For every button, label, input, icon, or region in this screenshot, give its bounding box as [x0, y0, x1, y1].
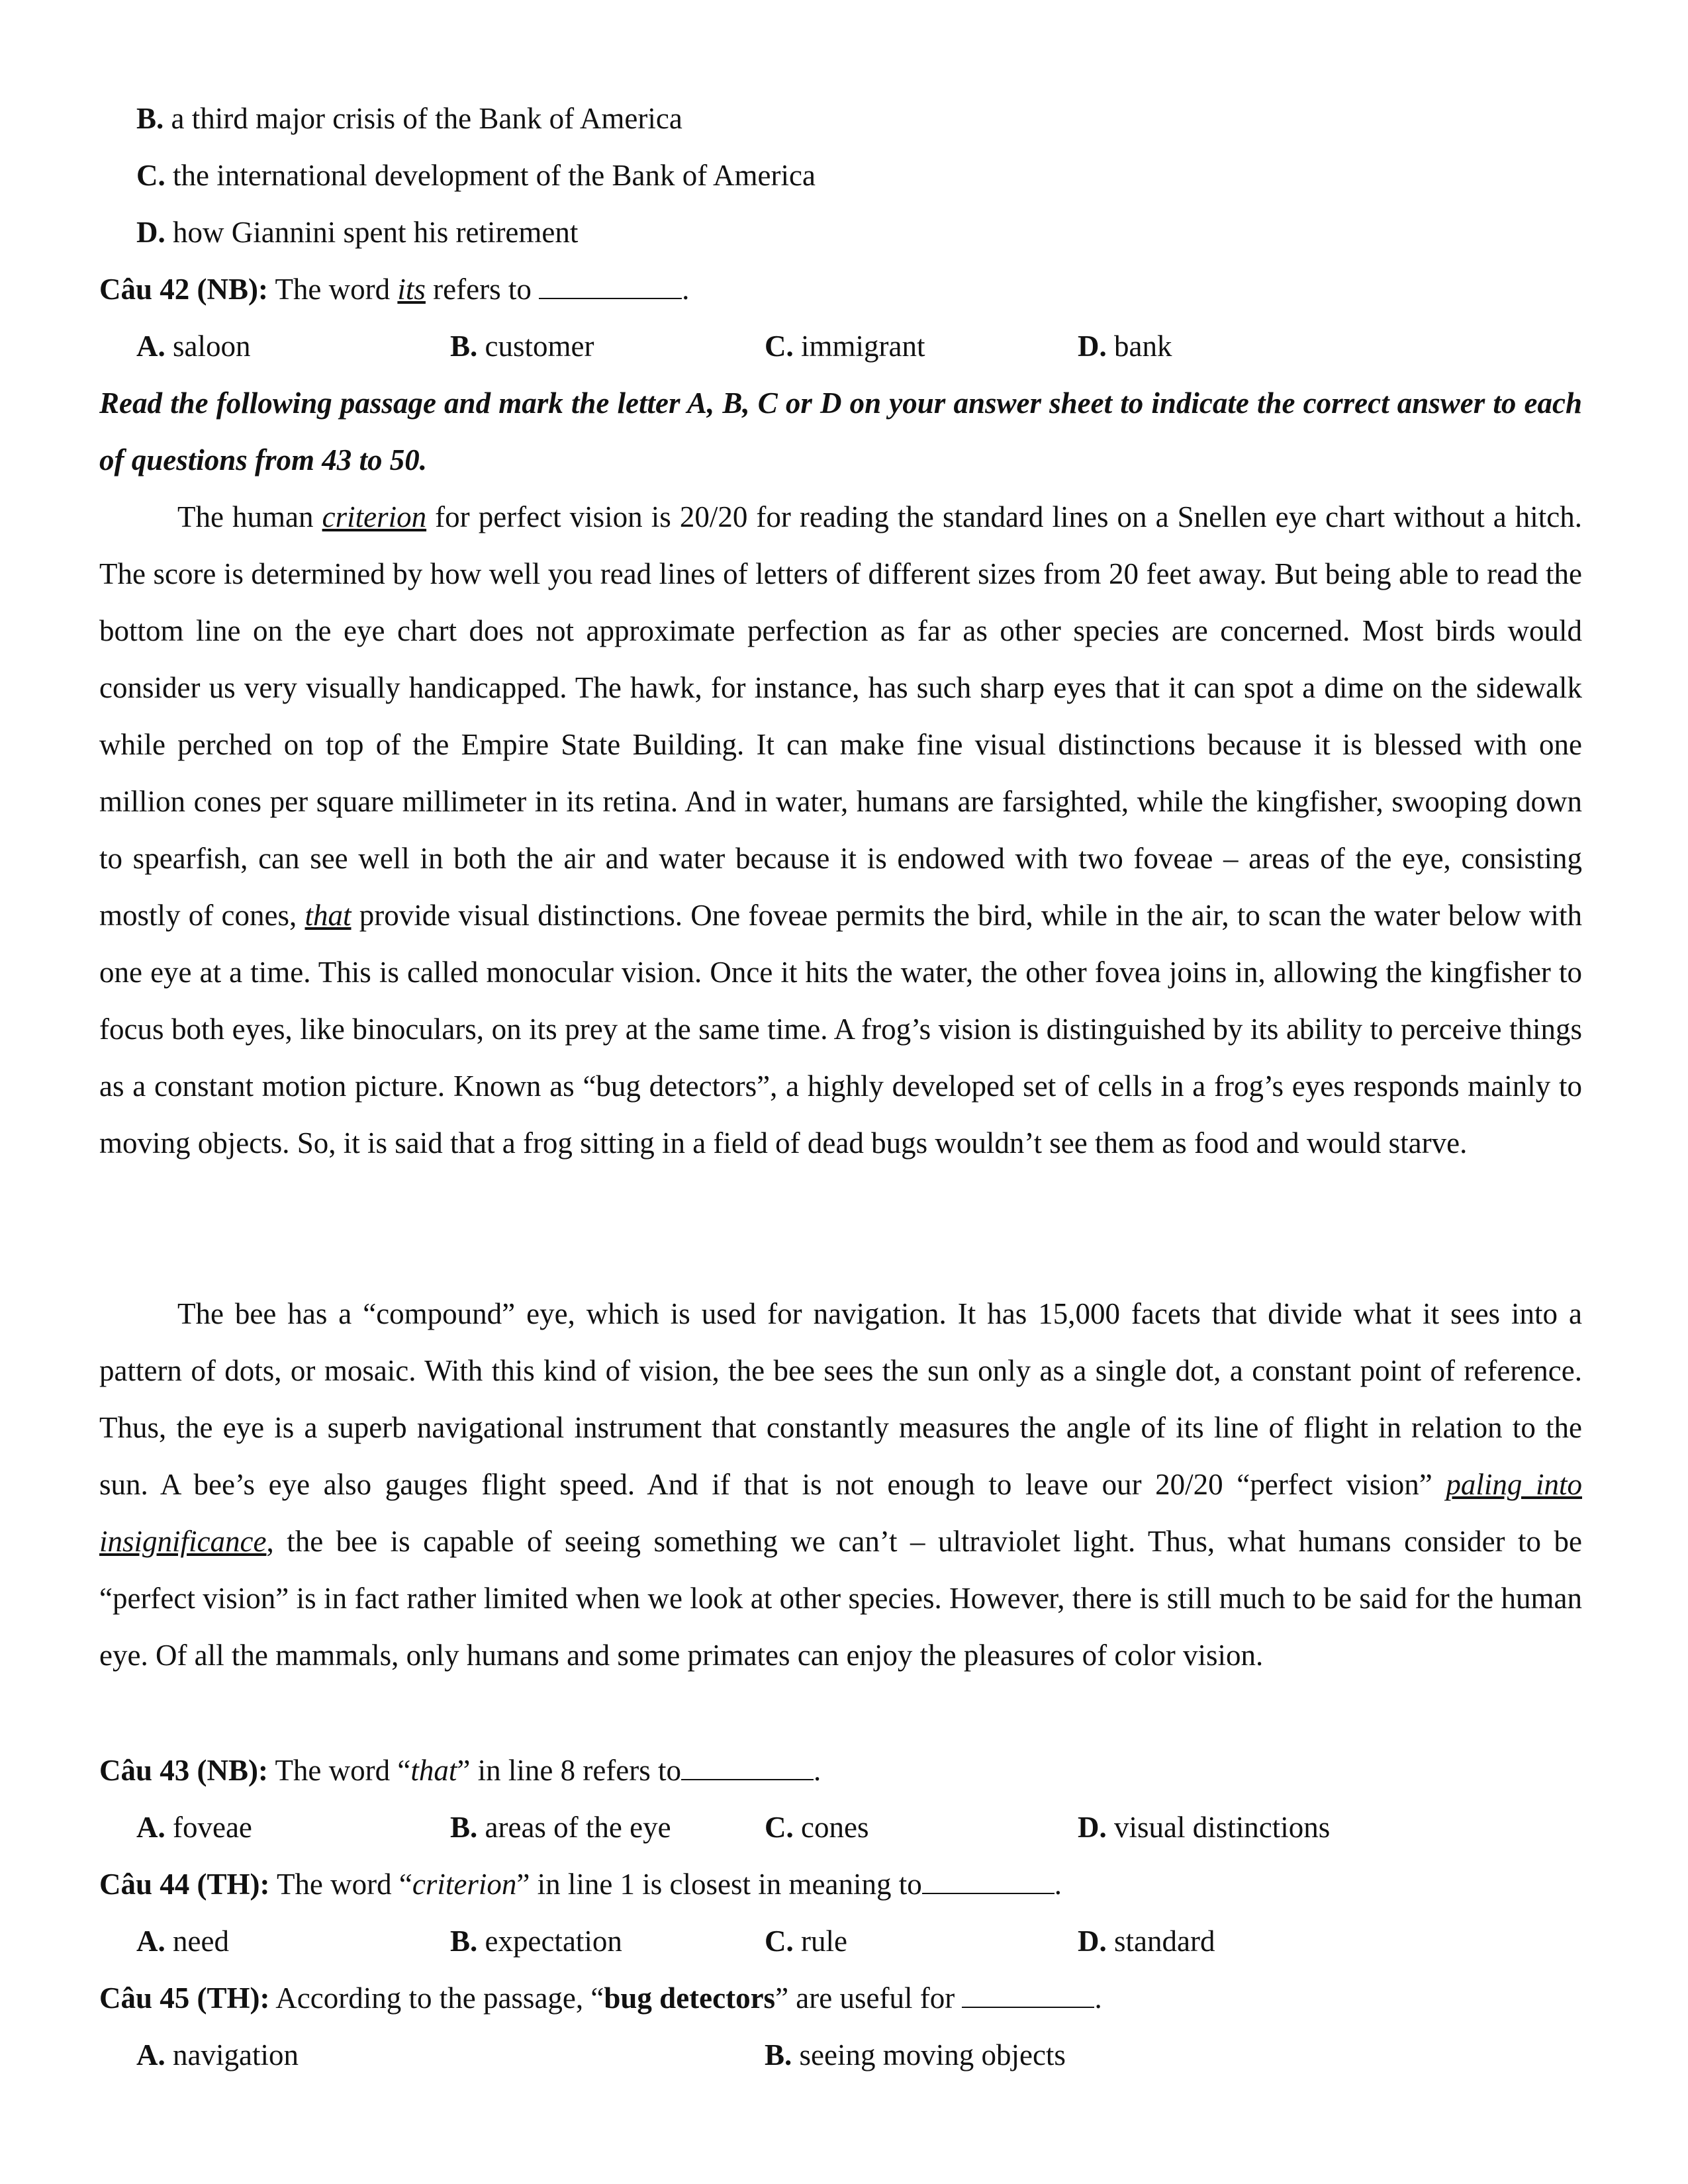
question-label: Câu 44 (TH):: [99, 1868, 270, 1901]
underlined-phrase: paling into insignificance: [99, 1468, 1583, 1558]
question-text: refers to: [433, 273, 532, 306]
question-43: [99, 1756, 821, 1786]
option-text: standard: [1114, 1925, 1215, 1958]
underlined-word-that: that: [305, 899, 352, 932]
option-letter: B.: [450, 1925, 478, 1958]
question-text: ” in line 1 is closest in meaning to: [516, 1868, 922, 1901]
option-letter: A.: [136, 330, 165, 363]
option-text: rule: [801, 1925, 847, 1958]
passage-text: The human: [177, 500, 314, 533]
question-text: ” are useful for: [775, 1981, 955, 2015]
referenced-word: criterion: [412, 1868, 517, 1901]
option-text: the international development of the Bank of America: [173, 159, 816, 192]
option-text: foveae: [173, 1811, 252, 1844]
option-text: areas of the eye: [485, 1811, 671, 1844]
referenced-word: that: [410, 1754, 457, 1787]
q43-option-d: [1078, 1813, 1330, 1843]
question-42: [99, 275, 689, 304]
question-45: [99, 1983, 1102, 2013]
question-text: According to the passage, “: [275, 1981, 604, 2015]
option-letter: C.: [765, 1811, 794, 1844]
q45-option-a: [136, 2040, 299, 2070]
question-end: .: [682, 273, 690, 306]
q44-option-b: [450, 1927, 622, 1956]
question-label: Câu 43 (NB):: [99, 1754, 268, 1787]
option-text: navigation: [173, 2038, 299, 2071]
question-text: ” in line 8 refers to: [457, 1754, 681, 1787]
passage-text: for perfect vision is 20/20 for reading the standard lines on a Snellen eye chart without a hitch. The score is determined by how well you read lines of letters of different sizes from 20 feet away. But being able to read the bottom line on the eye chart does not approximate perfection as far as other species are concerned. Most birds would consider us very visually handicapped. The hawk, for instance, has such sharp eyes that it can spot a dime on the sidewalk while perched on top of the Empire State Building. It can make fine visual distinctions because it is blessed with one million cones per square millimeter in its retina. And in water, humans are farsighted, while the kingfisher, swooping down to spearfish, can see well in both the air and water because it is endowed with two foveae – areas of the eye, consisting mostly of cones,: [99, 500, 1583, 932]
passage-text: The bee has a “compound” eye, which is used for navigation. It has 15,000 facets that divide what it sees into a pattern of dots, or mosaic. With this kind of vision, the bee sees the sun only as a single dot, a constant point of reference. Thus, the eye is a superb navigational instrument that constantly measures the angle of its line of flight in relation to the sun. A bee’s eye also gauges flight speed. And if that is not enough to leave our 20/20 “perfect vision”: [99, 1297, 1582, 1501]
option-letter: D.: [1078, 330, 1107, 363]
option-text: cones: [801, 1811, 869, 1844]
option-text: visual distinctions: [1114, 1811, 1331, 1844]
option-letter: C.: [765, 1925, 794, 1958]
q43-option-b: [450, 1813, 671, 1843]
q42-option-a: [136, 332, 251, 361]
answer-blank: [681, 1759, 814, 1780]
option-text: expectation: [485, 1925, 622, 1958]
option-text: saloon: [173, 330, 251, 363]
passage-text: , the bee is capable of seeing something we can’t – ultraviolet light. Thus, what humans consider to be “perfect vision” is in fact rather limited when we look at other species. However, there is still much to be said for the human eye. Of all the mammals, only humans and some primates can enjoy the pleasures of color vision.: [99, 1525, 1582, 1672]
option-letter: D.: [1078, 1925, 1107, 1958]
q41-option-c: [136, 161, 816, 191]
q45-option-b: [765, 2040, 1066, 2070]
q41-option-d: [136, 218, 578, 248]
answer-blank: [922, 1873, 1055, 1894]
answer-blank: [539, 278, 682, 299]
q41-option-b: [136, 104, 682, 134]
q42-option-c: [765, 332, 925, 361]
option-letter: B.: [450, 330, 478, 363]
option-text: how Giannini spent his retirement: [173, 216, 579, 249]
answer-blank: [962, 1987, 1094, 2008]
section-instruction: Read the following passage and mark the letter A, B, C or D on your answer sheet to indicate the correct answer to each of questions from 43 to 50.: [99, 387, 1582, 477]
option-letter: A.: [136, 1925, 165, 1958]
key-phrase: bug detectors: [604, 1981, 776, 2015]
question-text: The word “: [276, 1868, 412, 1901]
option-letter: A.: [136, 2038, 165, 2071]
option-text: customer: [485, 330, 594, 363]
option-text: a third major crisis of the Bank of America: [171, 102, 682, 135]
q44-option-a: [136, 1927, 229, 1956]
question-44: [99, 1870, 1062, 1899]
option-letter: D.: [136, 216, 165, 249]
q42-option-b: [450, 332, 594, 361]
option-letter: C.: [765, 330, 794, 363]
question-label: Câu 42 (NB):: [99, 273, 268, 306]
question-end: .: [814, 1754, 821, 1787]
option-letter: A.: [136, 1811, 165, 1844]
option-letter: B.: [450, 1811, 478, 1844]
option-text: bank: [1114, 330, 1172, 363]
q44-option-c: [765, 1927, 847, 1956]
referenced-word: its: [397, 273, 426, 306]
q43-option-c: [765, 1813, 868, 1843]
underlined-word-criterion: criterion: [322, 500, 427, 533]
option-letter: B.: [765, 2038, 792, 2071]
passage-text: provide visual distinctions. One foveae permits the bird, while in the air, to scan the water below with one eye at a time. This is called monocular vision. Once it hits the water, the other fovea joins in, allowing the kingfisher to focus both eyes, like binoculars, on its prey at the same time. A frog’s vision is distinguished by its ability to perceive things as a constant motion picture. Known as “bug detectors”, a highly developed set of cells in a frog’s eyes responds mainly to moving objects. So, it is said that a frog sitting in a field of dead bugs wouldn’t see them as food and would starve.: [99, 899, 1583, 1160]
option-text: immigrant: [801, 330, 925, 363]
question-text: The word: [275, 273, 391, 306]
passage-paragraph-2: [99, 1285, 1582, 1684]
question-end: .: [1054, 1868, 1062, 1901]
q44-option-d: [1078, 1927, 1215, 1956]
option-text: seeing moving objects: [799, 2038, 1066, 2071]
question-text: The word “: [275, 1754, 411, 1787]
question-label: Câu 45 (TH):: [99, 1981, 270, 2015]
q43-option-a: [136, 1813, 252, 1843]
q42-option-d: [1078, 332, 1172, 361]
option-letter: C.: [136, 159, 165, 192]
option-letter: D.: [1078, 1811, 1107, 1844]
option-letter: B.: [136, 102, 164, 135]
option-text: need: [173, 1925, 229, 1958]
passage-paragraph-1: [99, 488, 1582, 1171]
question-end: .: [1094, 1981, 1102, 2015]
